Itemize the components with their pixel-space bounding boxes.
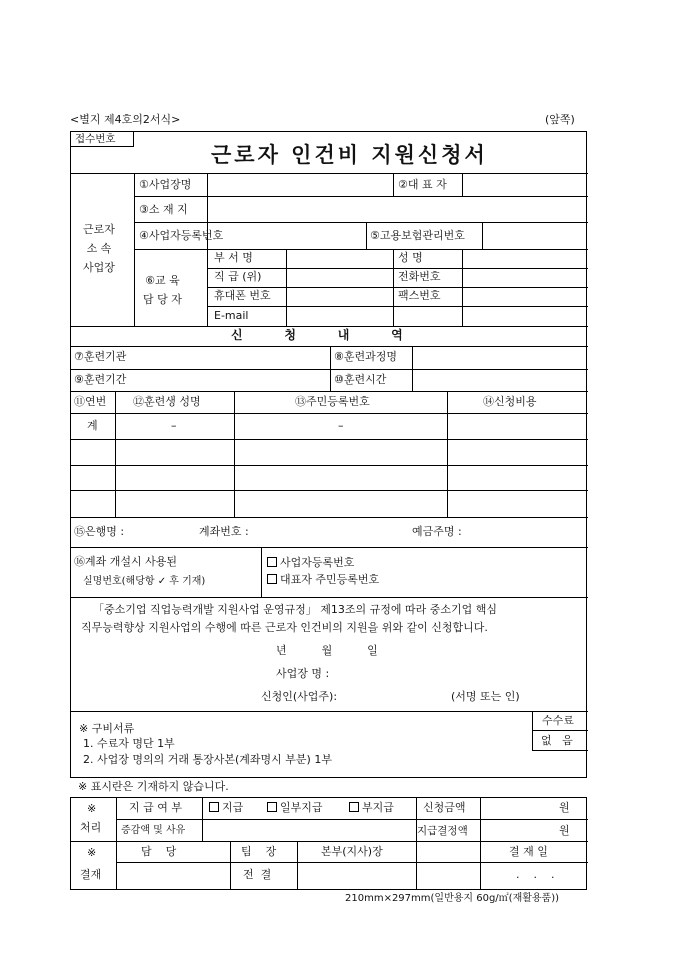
period-label: ⑨훈련기간: [74, 373, 127, 386]
approval-label: 결재: [80, 868, 102, 881]
table-header-id: ⑬주민등록번호: [295, 395, 370, 408]
table-total-label: 계: [87, 419, 98, 432]
account-type-option-ceo[interactable]: [267, 573, 379, 587]
pay-status-label: 지 급 여 부: [129, 801, 182, 814]
documents-title: ※ 구비서류: [79, 722, 135, 735]
email-label: E-mail: [214, 309, 249, 322]
address-label: ③소 재 지: [139, 203, 188, 216]
form-title: 근로자 인건비 지원신청서: [211, 142, 488, 167]
application-section-title: 신 청 내 역: [231, 328, 403, 342]
checkbox-icon: [267, 557, 277, 567]
application-form: [70, 131, 587, 778]
approver-director: 본부(지사)장: [321, 845, 383, 858]
pay-option-full-text: 지급: [222, 801, 244, 814]
option-ceo-text: 대표자 주민등록번호: [280, 573, 380, 586]
fee-value: 없 음: [541, 734, 573, 747]
table-header-cost: ⑭신청비용: [483, 395, 537, 408]
signature-note: (서명 또는 인): [451, 690, 520, 703]
office-use-section: [70, 797, 587, 890]
checkbox-icon: [209, 802, 219, 812]
hours-label: ⑩훈련시간: [334, 373, 387, 386]
approval-date-dots: . . .: [516, 868, 555, 881]
table-total-id: –: [338, 419, 344, 432]
account-number-label: 계좌번호 :: [199, 525, 249, 538]
biz-reg-no-label: ④사업자등록번호: [139, 229, 224, 242]
bank-name-label: ⑮은행명 :: [74, 525, 125, 538]
institution-label: ⑦훈련기관: [74, 350, 127, 363]
documents-item-2: 2. 사업장 명의의 거래 통장사본(계좌명시 부분) 1부: [83, 753, 332, 766]
account-type-label-1: ⑯계좌 개설시 사용된: [74, 555, 178, 568]
table-header-name: ⑫훈련생 성명: [133, 395, 201, 408]
company-name-label: ①사업장명: [139, 178, 192, 191]
approver-team-lead: 팀 장: [241, 845, 277, 858]
page-side-label: (앞쪽): [545, 113, 575, 126]
pay-option-none[interactable]: [349, 801, 394, 815]
process-label: 처리: [80, 821, 102, 834]
paper-spec-footer: 210mm×297mm(일반용지 60g/㎡(재활용품)): [345, 893, 560, 904]
pay-option-partial[interactable]: [267, 801, 323, 815]
delegated-approval: 전 결: [243, 868, 272, 881]
approval-date-label: 결 재 일: [509, 845, 548, 858]
fee-label: 수수료: [542, 714, 574, 727]
declaration-line-2: 직무능력향상 지원사업의 수행에 따른 근로자 인건비의 지원을 위와 같이 신청합니다.: [81, 621, 488, 634]
receipt-number-label: 접수번호: [75, 133, 116, 145]
checkbox-icon: [267, 574, 277, 584]
decided-amount-unit: 원: [559, 824, 570, 837]
contact-name-label: 성 명: [398, 251, 423, 264]
pay-option-full[interactable]: [209, 801, 243, 815]
dept-label: 부 서 명: [214, 251, 253, 264]
insurance-no-label: ⑤고용보험관리번호: [370, 229, 465, 242]
mobile-label: 휴대폰 번호: [214, 289, 271, 302]
process-mark: ※: [87, 802, 97, 815]
course-label: ⑧훈련과정명: [334, 350, 397, 363]
signature-applicant: 신청인(사업주):: [261, 690, 338, 703]
phone-label: 전화번호: [398, 270, 441, 283]
fax-label: 팩스번호: [398, 289, 441, 302]
application-date: 년 월 일: [276, 644, 378, 657]
signature-company: 사업장 명 :: [276, 667, 330, 680]
pay-option-partial-text: 일부지급: [280, 801, 323, 814]
contact-person-label: ⑥교 육 담 당 자: [143, 274, 182, 306]
account-type-option-biz[interactable]: [267, 556, 354, 570]
form-number: <별지 제4호의2서식>: [70, 113, 181, 126]
declaration-line-1: 「중소기업 직업능력개발 지원사업 운영규정」 제13조의 규정에 따라 중소기업 핵심: [93, 603, 497, 616]
option-biz-text: 사업자등록번호: [280, 556, 355, 569]
documents-item-1: 1. 수료자 명단 1부: [83, 737, 175, 750]
pay-option-none-text: 부지급: [362, 801, 394, 814]
reason-label: 증감액 및 사유: [121, 825, 186, 836]
checkbox-icon: [349, 802, 359, 812]
position-label: 직 급 (위): [214, 270, 262, 283]
approver-staff: 담 당: [141, 845, 177, 858]
ceo-label: ②대 표 자: [398, 178, 447, 191]
requested-amount-label: 신청금액: [423, 801, 466, 814]
account-type-label-2: 실명번호(해당항 ✓ 후 기재): [83, 576, 206, 587]
requested-amount-unit: 원: [559, 801, 570, 814]
company-section-label: 근로자 소 속 사업장: [83, 223, 115, 274]
account-holder-label: 예금주명 :: [412, 525, 462, 538]
decided-amount-label: 지급결정액: [417, 825, 468, 837]
office-use-note: ※ 표시란은 기재하지 않습니다.: [78, 780, 229, 793]
table-total-name: –: [171, 419, 177, 432]
checkbox-icon: [267, 802, 277, 812]
approval-mark: ※: [87, 846, 97, 859]
table-header-no: ⑪연번: [74, 395, 107, 408]
